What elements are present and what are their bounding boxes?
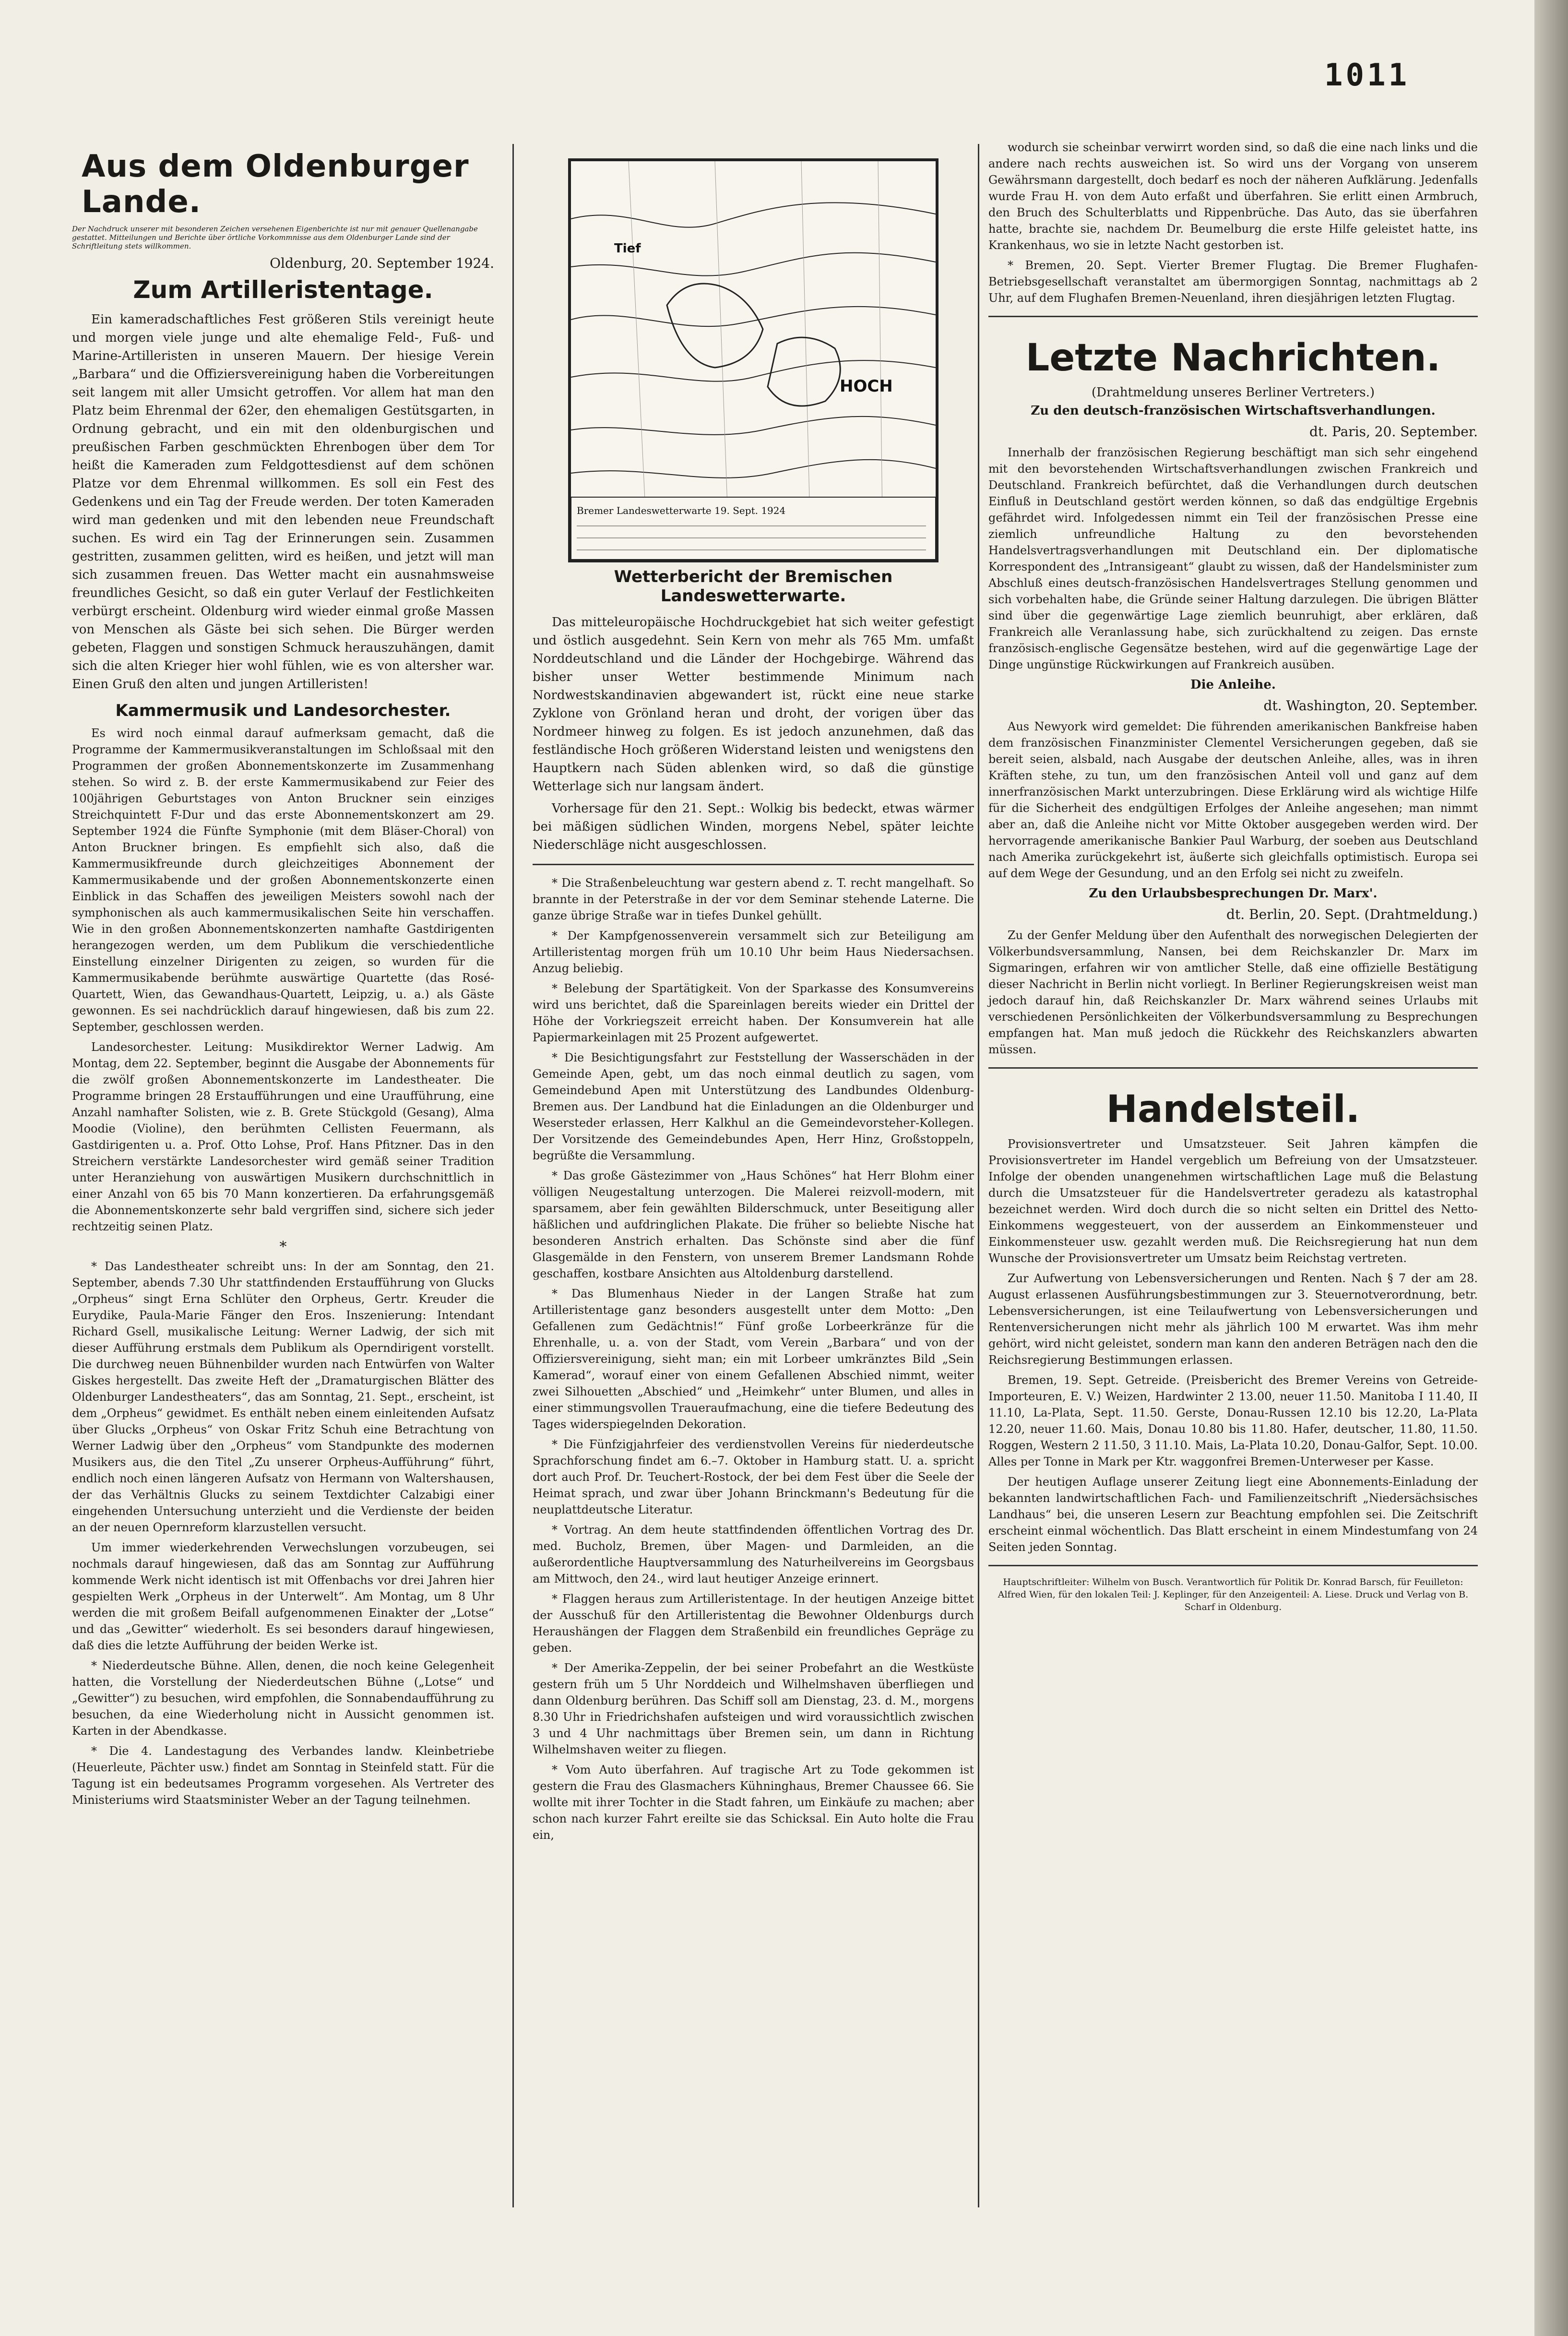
commerce-heading: Handelsteil.	[1106, 1088, 1360, 1131]
local-news-item: * Belebung der Spartätigkeit. Von der Sparkasse des Konsumvereins wird uns berichtet, daß die Spareinlagen bereits wieder ein Drittel der Höhe der Vorkriegszeit erreicht haben. Der Konsumverein hat alle Papiermarkeinlagen mit 25 Prozent aufgewertet.	[533, 982, 974, 1044]
local-news-item: * Die Straßenbeleuchtung war gestern abend z. T. recht mangelhaft. So brannte in der Peterstraße in der vor dem Seminar stehende Laterne. Die ganze übrige Straße war in tiefes Dunkel gehüllt.	[533, 876, 974, 922]
news-paragraph: Innerhalb der französischen Regierung beschäftigt man sich sehr eingehend mit den bevorstehenden Wirtschaftsverhandlungen zwischen Frankreich und Deutschland. Frankreich befürchtet, daß die Verhandlungen durch deutschen Einfluß in Deutschland gestört werden können, so daß das endgültige Ergebnis gefährdet wird. Infolgedessen nimmt ein Teil der französischen Presse eine ziemlich unfreundliche Haltung zu den bevorstehenden Handelsvertragsverhandlungen mit Deutschland ein. Der diplomatische Korrespondent des „Intransigeant“ glaubt zu wissen, daß der Handelsminister zum Abschluß eines deutsch-französischen Handelsvertrages Stellung genommen und sich vorbehalten habe, die Gründe seiner Haltung darzulegen. Die übrigen Blätter sind über die gegenwärtige Lage ziemlich beunruhigt, aber erklären, daß Frankreich alle Veranlassung habe, sich zurückhaltend zu zeigen. Das ernste französisch-englische Gegensätze bestehen, wird auf die gegenwärtige Lage der Dinge ungünstige Rückwirkungen auf Frankreich ausüben.	[988, 446, 1478, 671]
svg-text:Tief: Tief	[614, 241, 641, 256]
article-paragraph: Landesorchester. Leitung: Musikdirektor Werner Ladwig. Am Montag, dem 22. September, beginnt die Ausgabe der Abonnements für die zwölf großen Abonnementskonzerte im Landestheater. Die Programme bringen 28 Erstaufführungen und eine Uraufführung, eine Anzahl namhafter Solisten, wie z. B. Grete Stückgold (Gesang), Alma Moodie (Violine), den berühmten Cellisten Feuermann, als Gastdirigenten u. a. Prof. Otto Lohse, Prof. Hans Pfitzner. Das in den Streichern verstärkte Landesorchester wird gemäß seiner Tradition unter Heranziehung von auswärtigen Musikern durchschnittlich in einer Anzahl von 65 bis 70 Mann konzertieren. Da erfahrungsgemäß die Abonnementskonzerte sehr bald vergriffen sind, sichere sich jeder rechtzeitig seinen Platz.	[72, 1040, 494, 1233]
news-subheading: Zu den Urlaubsbesprechungen Dr. Marx'.	[1089, 886, 1378, 901]
weather-title: Wetterbericht der Bremischen Landeswetterwarte.	[614, 567, 893, 606]
column-2	[533, 139, 974, 1847]
local-news-item: * Der Amerika-Zeppelin, der bei seiner Probefahrt an die Westküste gestern früh um 5 Uhr Norddeich und Wilhelmshaven überfliegen und dann Oldenburg berühren. Das Schiff soll am Dienstag, 23. d. M., morgens 8.30 Uhr in Friedrichshafen aufsteigen und wird voraussichtlich zwischen 3 und 4 Uhr nachmittags über Bremen sein, um dann in Richtung Wilhelmshaven weiter zu fliegen.	[533, 1661, 974, 1756]
svg-text:HOCH: HOCH	[840, 377, 893, 396]
article-paragraph: Um immer wiederkehrenden Verwechslungen vorzubeugen, sei nochmals darauf hingewiesen, daß das am Sonntag zur Aufführung kommende Werk nicht identisch ist mit Offenbachs vor drei Jahren hier gespielten Werk „Orpheus in der Unterwelt“. Am Montag, um 8 Uhr werden die mit großem Beifall aufgenommenen Einakter der „Lotse“ und das „Gewitter“ wiederholt. Es sei besonders darauf hingewiesen, daß dies die letzte Aufführung der beiden Werke ist.	[72, 1541, 494, 1652]
local-news-item: * Das Blumenhaus Nieder in der Langen Straße hat zum Artilleristentage ganz besonders ausgestellt unter dem Motto: „Den Gefallenen zum Gedächtnis!“ Fünf große Lorbeerkränze für die Ehrenhalle, u. a. von der Stadt, vom Verein „Barbara“ und von der Offiziersvereinigung, sieht man; ein mit Lorbeer umkränztes Bild „Sein Kamerad“, worauf einer von einem Gefallenen Abschied nimmt, weiter zwei Silhouetten „Abschied“ und „Heimkehr“ unter Blumen, und alles in einer stimmungsvollen Traueraufmachung, eine die tiefere Bedeutung des Tages widerspiegelnden Dekoration.	[533, 1287, 974, 1431]
news-dateline: dt. Washington, 20. September.	[1263, 698, 1478, 714]
article-continuation: wodurch sie scheinbar verwirrt worden sind, so daß die eine nach links und die andere nach rechts ausweichen ist. So wird uns der Vorgang von unserem Gewährsmann dargestellt, doch bedarf es noch der näheren Aufklärung. Jedenfalls wurde Frau H. von dem Auto erfaßt und überfahren. Sie erlitt einen Armbruch, den Bruch des Schulterblatts und Rippenbrüche. Das Auto, das sie überfahren hatte, brachte sie, nachdem Dr. Beumelburg die erste Hilfe geleistet hatte, ins Krankenhaus, wo sie in letzte Nacht gestorben ist.	[988, 141, 1478, 252]
flugtag-item: * Bremen, 20. Sept. Vierter Bremer Flugtag. Die Bremer Flughafen-Betriebsgesellschaft veranstaltet am übermorgigen Sonntag, nachmittags ab 2 Uhr, auf dem Flughafen Bremen-Neuenland, ihren diesjährigen letzten Flugtag.	[988, 259, 1478, 305]
news-dateline: dt. Paris, 20. September.	[1309, 424, 1478, 440]
article-paragraph: * Das Landestheater schreibt uns: In der am Sonntag, den 21. September, abends 7.30 Uhr stattfindenden Erstaufführung von Glucks „Orpheus“ singt Erna Schlüter den Orpheus, Gertr. Kreuder die Eurydike, Paula-Marie Fänger den Eros. Inszenierung: Intendant Richard Gsell, musikalische Leitung: Werner Ladwig, der sich mit dieser Aufführung erstmals dem Publikum als Operndirigent vorstellt. Die durchweg neuen Bühnenbilder wurden nach Entwürfen von Walter Giskes hergestellt. Das zweite Heft der „Dramaturgischen Blätter des Oldenburger Landestheaters“, das am Sonntag, 21. Sept., erscheint, ist dem „Orpheus“ gewidmet. Es enthält neben einem einleitenden Aufsatz über Glucks „Orpheus“ von Oskar Fritz Schuh eine Betrachtung von Werner Ladwig über den „Orpheus“ vom Standpunkte des modernen Musikers aus, die den Titel „Zu unserer Orpheus-Aufführung“ führt, endlich noch einen längeren Aufsatz von Hermann von Waltershausen, der das Verhältnis Glucks zu seinem Textdichter Calzabigi einer eingehenden Untersuchung unterzieht und die Verdienste der beiden an der neuen Opernreform klarzustellen versucht.	[72, 1260, 494, 1534]
weather-report: Das mitteleuropäische Hochdruckgebiet hat sich weiter gefestigt und östlich ausgedehnt. Sein Kern von mehr als 765 Mm. umfaßt Norddeutschland und die Länder der Hochgebirge. Während das bisher unser Wetter bestimmende Minimum nach Nordwestskandinavien abgewandert ist, rückt eine neue starke Zyklone von Grönland heran und droht, der vorigen über das Nordmeer hinweg zu folgen. Es ist jedoch anzunehmen, daß das festländische Hoch größeren Widerstand leisten und wenigstens den Hauptkern nach Süden ablenken wird, so daß die günstige Wetterlage sich nur langsam ändert.	[533, 615, 974, 794]
local-news-item: * Die Fünfzigjahrfeier des verdienstvollen Vereins für niederdeutsche Sprachforschung findet am 6.–7. Oktober in Hamburg statt. U. a. spricht dort auch Prof. Dr. Teuchert-Rostock, der bei dem Fest über die Seele der Heimat sprach, und zwar über Johann Brinckmann's Bedeutung für die neuplattdeutsche Literatur.	[533, 1438, 974, 1516]
reprint-note: Der Nachdruck unserer mit besonderen Zeichen versehenen Eigenberichte ist nur mit genauer Quellenangabe gestattet. Mitteilungen und Berichte über örtliche Vorkommnisse aus dem Oldenburger Lande sind der Schriftleitung stets willkommen.	[72, 225, 478, 250]
column-3	[988, 139, 1478, 1613]
imprint: Hauptschriftleiter: Wilhelm von Busch. Verantwortlich für Politik Dr. Konrad Barsch, für Feuilleton: Alfred Wien, für den lokalen Teil: J. Keplinger, für den Anzeigenteil: A. Liese. Druck und Verlag von B. Scharf in Oldenburg.	[998, 1577, 1469, 1612]
column-rule	[978, 144, 979, 2207]
latest-news-heading: Letzte Nachrichten.	[1025, 336, 1441, 380]
commerce-paragraph: Zur Aufwertung von Lebensversicherungen und Renten. Nach § 7 der am 28. August erlassenen Ausführungsbestimmungen zur 3. Steuernotverordnung, betr. Lebensversicherungen, ist eine Teilaufwertung von Lebensversicherungen und Rentenversicherungen nicht mehr als jährlich 100 M erwartet. Was ihm mehr gehört, wird nicht geleistet, sondern man kann den anderen Beträgen nach den die Reichsregierung Bestimmungen erlassen.	[988, 1272, 1478, 1367]
subheading: Kammermusik und Landesorchester.	[115, 701, 451, 720]
weather-map	[568, 158, 938, 562]
map-inset-caption: Bremer Landeswetterwarte 19. Sept. 1924	[577, 505, 786, 516]
article-paragraph: Ein kameradschaftliches Fest größeren Stils vereinigt heute und morgen viele junge und alte ehemalige Feld-, Fuß- und Marine-Artilleristen in unseren Mauern. Der hiesige Verein „Barbara“ und die Offiziersvereinigung haben die Vorbereitungen seit langem mit aller Umsicht getroffen. Vor allem hat man den Platz beim Ehrenmal der 62er, den ehemaligen Gestütsgarten, in Ordnung gebracht, und ein mit den oldenburgischen und preußischen Farben geschmückten Ehrenbogen über dem Tor heißt die Kameraden zum Feldgottesdienst auf dem schönen Platze vor dem Ehrenmal willkommen. Es soll ein Fest des Gedenkens und ein Tag der Freude werden. Der toten Kameraden wird man gedenken und mit den lebenden neue Freundschaft suchen. Es wird ein Tag der Erinnerungen sein. Zusammen gestritten, zusammen gelitten, wird es heißen, und jetzt will man sich zusammen freuen. Das Wetter macht ein ausnahmsweise freundliches Gesicht, so daß ein guter Verlauf der Festlichkeiten verbürgt erscheint. Oldenburg wird wieder einmal große Massen von Menschen als Gäste bei sich sehen. Die Bürger werden gebeten, Flaggen und sonstigen Schmuck herauszuhängen, damit sich die alten Krieger hier wohl fühlen, wie es von altersher war. Einen Gruß den alten und jungen Artilleristen!	[72, 312, 494, 691]
section-title: Zum Artilleristentage.	[133, 276, 433, 304]
local-news-item: * Flaggen heraus zum Artilleristentage. In der heutigen Anzeige bittet der Ausschuß für den Artilleristentag die Bewohner Oldenburgs durch Heraushängen der Flaggen dem Straßenbild ein freundliches Gepräge zu geben.	[533, 1592, 974, 1655]
column-rule	[512, 144, 514, 2207]
article-paragraph: Es wird noch einmal darauf aufmerksam gemacht, daß die Programme der Kammermusikveranstaltungen im Schloßsaal mit den Programmen der großen Abonnementskonzerte im Zusammenhang stehen. So wird z. B. der erste Kammermusikabend zur Feier des 100jährigen Geburtstages von Anton Bruckner sein einziges Streichquintett F-Dur und das erste Abonnementskonzert am 29. September 1924 die Fünfte Symphonie (mit dem Bläser-Choral) von Anton Bruckner bringen. Es empfiehlt sich also, daß die Kammermusikfreunde durch gleichzeitiges Abonnement der Kammermusikabende und der großen Abonnementskonzerte einen Einblick in das Schaffen des jeweiligen Meisters sowohl nach der symphonischen als auch kammermusikalischen Seite hin verschaffen. Wie in den großen Abonnementskonzerten namhafte Gastdirigenten herangezogen werden, um dem Publikum die verschiedentliche Einstellung einzelner Dirigenten zu zeigen, so wurden für die Kammermusikabende berühmte auswärtige Quartette (das Rosé-Quartett, Wien, das Gewandhaus-Quartett, Leipzig, u. a.) als Gäste gewonnen. Es sei nachdrücklich darauf hingewiesen, daß bis zum 22. September, geschlossen werden.	[72, 727, 494, 1034]
news-subheading: Die Anleihe.	[1190, 678, 1276, 692]
local-news-item: * Die Besichtigungsfahrt zur Feststellung der Wasserschäden in der Gemeinde Apen, gebt, um das noch einmal deutlich zu sagen, vom Gemeindebund Apen mit Unterstützung des Landbundes Oldenburg-Bremen aus. Der Landbund hat die Einladungen an die Oldenburger und Wesersteder erlassen, Herr Kalkhul an die Gemeindevorsteher-Kollegen. Der Vorsitzende des Gemeindebundes Apen, Herr Hinz, Großstoppeln, begrüßte die Versammlung.	[533, 1051, 974, 1162]
divider	[533, 864, 974, 865]
divider	[988, 316, 1478, 317]
commerce-paragraph: Der heutigen Auflage unserer Zeitung liegt eine Abonnements-Einladung der bekannten landwirtschaftlichen Fach- und Familienzeitschrift „Niedersächsisches Landhaus“ bei, die unseren Lesern zur Beachtung empfohlen sei. Die Zeitschrift erscheint einmal wöchentlich. Das Blatt erscheint in einem Mindestumfang von 24 Seiten jeden Sonntag.	[988, 1475, 1478, 1554]
local-news-item: * Vortrag. An dem heute stattfindenden öffentlichen Vortrag des Dr. med. Bucholz, Bremen, über Magen- und Darmleiden, an die außerordentliche Hauptversammlung des Naturheilvereins im Georgsbaus am Mittwoch, den 24., wird laut heutiger Anzeige erinnert.	[533, 1523, 974, 1585]
commerce-paragraph: Bremen, 19. Sept. Getreide. (Preisbericht des Bremer Vereins von Getreide-Importeuren, E. V.) Weizen, Hardwinter 2 13.00, neuer 11.50. Manitoba I 11.40, II 11.10, La-Plata, Sept. 11.50. Gerste, Donau-Russen 12.10 bis 12.20, La-Plata 12.20, neuer 11.60. Mais, Donau 10.80 bis 11.80. Hafer, deutscher, 11.80, 11.50. Roggen, Western 2 11.50, 3 11.10. Mais, La-Plata 10.20, Donau-Galfor, Sept. 10.00. Alles per Tonne in Mark per Ktr. waggonfrei Bremen-Unterweser per Kasse.	[988, 1373, 1478, 1468]
local-news-item: * Vom Auto überfahren. Auf tragische Art zu Tode gekommen ist gestern die Frau des Glasmachers Kühninghaus, Bremer Chaussee 66. Sie wollte mit ihrer Tochter in die Stadt fahren, um Einkäufe zu machen; aber schon nach kurzer Fahrt ereilte sie das Schicksal. Ein Auto holte die Frau ein,	[533, 1763, 974, 1842]
page-number: 1011	[1324, 58, 1410, 93]
news-paragraph: Zu der Genfer Meldung über den Aufenthalt des norwegischen Delegierten der Völkerbundsversammlung, Nansen, bei dem Reichskanzler Dr. Marx im Sigmaringen, erfahren wir von amtlicher Stelle, daß eine offizielle Bestätigung dieser Nachricht in Berlin nicht vorliegt. In Berliner Regierungskreisen weist man jedoch darauf hin, daß Reichskanzler Dr. Marx während seines Urlaubs mit verschiedenen Persönlichkeiten der Völkerbundsversammlung zu Besprechungen empfangen hat. Man muß jedoch die Rückkehr des Reichskanzlers abwarten müssen.	[988, 929, 1478, 1056]
divider	[988, 1565, 1478, 1566]
article-paragraph: * Niederdeutsche Bühne. Allen, denen, die noch keine Gelegenheit hatten, die Vorstellung der Niederdeutschen Bühne („Lotse“ und „Gewitter“) zu besuchen, wird empfohlen, die Sonnabendaufführung zu besuchen, da eine Wiederholung nicht in Aussicht genommen ist. Karten in der Abendkasse.	[72, 1659, 494, 1738]
commerce-paragraph: Provisionsvertreter und Umsatzsteuer. Seit Jahren kämpfen die Provisionsvertreter im Handel vergeblich um Befreiung von der Umsatzsteuer. Infolge der obenden unangenehmen wirtschaftlichen Lage muß die Belastung durch die Umsatzsteuer für die Handelsvertreter geradezu als katastrophal bezeichnet werden. Wird doch durch die so nicht selten ein Drittel des Netto-Einkommens weggesteuert, von der ausserdem an Einkommensteuer und Einkommensteuer usw. gezahlt werden muß. Die Reichsregierung hat nun dem Wunsche der Provisionsvertreter um Umsatz beim Reichstag vertreten.	[988, 1137, 1478, 1265]
local-news-item: * Der Kampfgenossenverein versammelt sich zur Beteiligung am Artilleristentag morgen früh um 10.10 Uhr beim Haus Niedersachsen. Anzug beliebig.	[533, 929, 974, 975]
article-paragraph: * Die 4. Landestagung des Verbandes landw. Kleinbetriebe (Heuerleute, Pächter usw.) findet am Sonntag in Steinfeld statt. Für die Tagung ist ein bedeutsames Programm vorgesehen. Als Vertreter des Ministeriums wird Staatsminister Weber an der Tagung teilnehmen.	[72, 1744, 494, 1807]
column-1	[72, 139, 494, 1812]
weather-forecast: Vorhersage für den 21. Sept.: Wolkig bis bedeckt, etwas wärmer bei mäßigen südlichen Winden, morgens Nebel, später leichte Niederschläge nicht ausgeschlossen.	[533, 801, 974, 852]
regional-masthead: Aus dem Oldenburger Lande.	[82, 149, 469, 220]
divider	[988, 1067, 1478, 1069]
page-edge	[1534, 0, 1568, 2336]
news-subheading: Zu den deutsch-französischen Wirtschaftsverhandlungen.	[1031, 404, 1436, 418]
separator-star: *	[279, 1239, 287, 1255]
wire-note: (Drahtmeldung unseres Berliner Vertreters.)	[1091, 385, 1375, 400]
dateline: Oldenburg, 20. September 1924.	[270, 255, 494, 271]
news-paragraph: Aus Newyork wird gemeldet: Die führenden amerikanischen Bankfreise haben dem französischen Finanzminister Clementel Versicherungen gegeben, daß sie bereit seien, alsbald, nach Ausgabe der deutschen Anleihe, alles, was in ihren Kräften stehe, zu tun, um den französischen Anteil voll und ganz auf dem innerfranzösischen Markt unterzubringen. Diese Erklärung wird als wichtige Hilfe für die Sicherheit des endgültigen Erfolges der Anleihe angesehen; man nimmt aber an, daß die Anleihe nicht vor Mitte Oktober ausgegeben werden wird. Der hervorragende amerikanische Bankier Paul Warburg, der soeben aus Deutschland nach Amerika zurückgekehrt ist, äußerte sich gleichfalls optimistisch. Europa sei auf dem Wege der Gesundung, und an den Erfolg sei nicht zu zweifeln.	[988, 720, 1478, 880]
news-dateline: dt. Berlin, 20. Sept. (Drahtmeldung.)	[1226, 906, 1478, 922]
local-news-item: * Das große Gästezimmer von „Haus Schönes“ hat Herr Blohm einer völligen Neugestaltung unterzogen. Die Malerei reizvoll-modern, mit sparsamem, aber fein gewählten Bilderschmuck, unter Beseitigung aller häßlichen und aufdringlichen Plakate. Die früher so beliebte Nische hat besonderen Anstrich erhalten. Das Schönste sind aber die fünf Glasgemälde in den Fenstern, von unserem Bremer Landsmann Rohde geschaffen, kostbare Ansichten aus Altoldenburg darstellend.	[533, 1169, 974, 1280]
weather-map-drawing	[571, 161, 936, 560]
